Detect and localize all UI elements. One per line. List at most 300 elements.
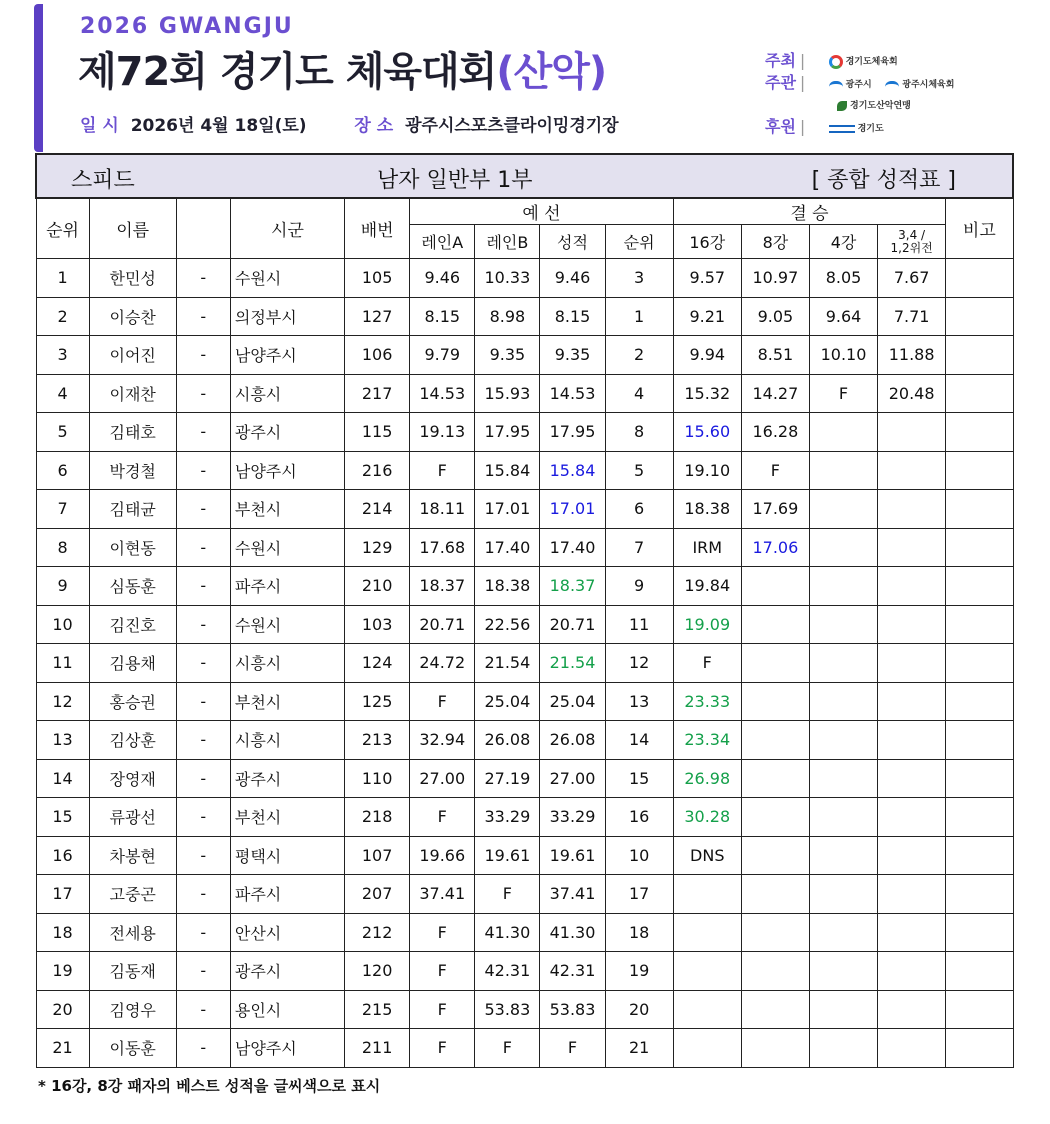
col-city: 시군 [230,198,344,259]
cell-best: 26.08 [540,721,605,760]
organizer-logo-alpine: 경기도산악연맹 [837,98,911,111]
cell-rank: 21 [36,1029,89,1068]
cell-lane-a: 20.71 [410,605,475,644]
cell-city: 남양주시 [230,336,344,375]
col-blank [176,198,230,259]
cell-city: 광주시 [230,952,344,991]
cell-note [946,682,1013,721]
cell-note [946,952,1013,991]
venue-label: 장 소 [354,116,394,136]
cell-round-16: 18.38 [673,490,741,529]
cell-bib: 218 [345,798,410,837]
cell-lane-a: F [410,1029,475,1068]
cell-best: 9.35 [540,336,605,375]
cell-name: 이재찬 [89,374,176,413]
cell-finals: 11.88 [878,336,946,375]
col-round-8: 8강 [741,225,809,259]
table-row [36,374,1013,413]
cell-note [946,413,1013,452]
cell-prelim-rank: 21 [605,1029,673,1068]
cell-round-16: 15.32 [673,374,741,413]
col-finals: 3,4 / 1,2위전 [878,225,946,259]
cell-round-16: 26.98 [673,759,741,798]
cell-name: 이현동 [89,528,176,567]
organizer-row-2 [837,94,919,113]
cell-lane-b: F [475,875,540,914]
cell-name: 김상훈 [89,721,176,760]
cell-round-4 [809,567,877,606]
event-title-sub: (산악) [496,49,607,95]
cell-bib: 215 [345,990,410,1029]
cell-best: 41.30 [540,913,605,952]
cell-city: 의정부시 [230,297,344,336]
cell-dash: - [176,913,230,952]
cell-round-16 [673,990,741,1029]
cell-round-16: IRM [673,528,741,567]
cell-round-16 [673,875,741,914]
cell-lane-b: 17.40 [475,528,540,567]
cell-round-4 [809,759,877,798]
cell-round-16 [673,913,741,952]
cell-rank: 18 [36,913,89,952]
cell-round-4 [809,1029,877,1068]
cell-name: 이승찬 [89,297,176,336]
cell-bib: 211 [345,1029,410,1068]
cell-lane-b: 25.04 [475,682,540,721]
cell-prelim-rank: 14 [605,721,673,760]
cell-round-4 [809,413,877,452]
cell-finals [878,490,946,529]
cell-finals [878,528,946,567]
cell-round-16: 15.60 [673,413,741,452]
event-title-main: 제72회 경기도 체육대회 [78,49,497,95]
cell-bib: 115 [345,413,410,452]
cell-round-4 [809,913,877,952]
cell-lane-a: F [410,682,475,721]
cell-dash: - [176,1029,230,1068]
cell-best: 42.31 [540,952,605,991]
cell-note [946,798,1013,837]
cell-bib: 106 [345,336,410,375]
cell-best: 21.54 [540,644,605,683]
cell-best: 25.04 [540,682,605,721]
cell-note [946,836,1013,875]
cell-round-16: 19.10 [673,451,741,490]
cell-finals [878,952,946,991]
cell-lane-a: 19.13 [410,413,475,452]
cell-prelim-rank: 2 [605,336,673,375]
cell-rank: 15 [36,798,89,837]
cell-round-16 [673,952,741,991]
cell-note [946,875,1013,914]
cell-round-16: 9.57 [673,259,741,298]
cell-prelim-rank: 16 [605,798,673,837]
cell-finals [878,451,946,490]
cell-note [946,913,1013,952]
cell-prelim-rank: 4 [605,374,673,413]
table-row [36,721,1013,760]
cell-name: 이어진 [89,336,176,375]
wave-logo-icon [829,81,843,88]
cell-best: 19.61 [540,836,605,875]
cell-best: 8.15 [540,297,605,336]
cell-city: 시흥시 [230,721,344,760]
cell-round-4 [809,644,877,683]
cell-round-4: 9.64 [809,297,877,336]
cell-lane-b: 26.08 [475,721,540,760]
cell-city: 용인시 [230,990,344,1029]
cell-prelim-rank: 3 [605,259,673,298]
sponsor-row: 후원 | 경기도 [765,117,884,136]
cell-prelim-rank: 17 [605,875,673,914]
cell-rank: 7 [36,490,89,529]
cell-name: 한민성 [89,259,176,298]
cell-best: 17.40 [540,528,605,567]
cell-round-8: F [741,451,809,490]
cell-finals: 7.67 [878,259,946,298]
cell-bib: 207 [345,875,410,914]
cell-round-4 [809,875,877,914]
col-lane-a: 레인A [410,225,475,259]
cell-dash: - [176,682,230,721]
cell-rank: 10 [36,605,89,644]
cell-bib: 210 [345,567,410,606]
cell-round-4 [809,490,877,529]
cell-round-4 [809,798,877,837]
cell-bib: 107 [345,836,410,875]
cell-round-8 [741,798,809,837]
table-row [36,336,1013,375]
cell-round-4 [809,990,877,1029]
cell-name: 김용채 [89,644,176,683]
cell-note [946,990,1013,1029]
cell-lane-b: 41.30 [475,913,540,952]
cell-dash: - [176,413,230,452]
wave-logo-icon [885,81,899,88]
cell-finals [878,567,946,606]
col-rank: 순위 [36,198,89,259]
cell-dash: - [176,297,230,336]
cell-lane-a: F [410,913,475,952]
cell-dash: - [176,990,230,1029]
cell-name: 김진호 [89,605,176,644]
cell-bib: 120 [345,952,410,991]
organizer-label: 주관 [765,73,796,92]
cell-dash: - [176,259,230,298]
cell-prelim-rank: 18 [605,913,673,952]
cell-note [946,297,1013,336]
cell-best: 33.29 [540,798,605,837]
cell-bib: 217 [345,374,410,413]
cell-lane-a: F [410,451,475,490]
cell-city: 남양주시 [230,451,344,490]
cell-name: 장영재 [89,759,176,798]
cell-lane-a: 9.46 [410,259,475,298]
cell-lane-b: F [475,1029,540,1068]
cell-dash: - [176,875,230,914]
cell-bib: 129 [345,528,410,567]
cell-round-16 [673,1029,741,1068]
table-row [36,875,1013,914]
cell-rank: 19 [36,952,89,991]
cell-rank: 17 [36,875,89,914]
cell-best: 53.83 [540,990,605,1029]
organizer-logo-city: 광주시 [829,77,872,90]
event-info [80,111,619,136]
cell-lane-a: F [410,798,475,837]
cell-best: 37.41 [540,875,605,914]
cell-lane-b: 17.95 [475,413,540,452]
host-logo: 경기도체육회 [829,54,898,69]
cell-rank: 12 [36,682,89,721]
cell-best: F [540,1029,605,1068]
cell-finals [878,990,946,1029]
table-row [36,413,1013,452]
table-row [36,490,1013,529]
sponsor-label: 후원 [765,117,796,136]
cell-best: 18.37 [540,567,605,606]
cell-lane-a: F [410,990,475,1029]
cell-round-8 [741,990,809,1029]
cell-name: 김태균 [89,490,176,529]
cell-round-8 [741,1029,809,1068]
table-row [36,913,1013,952]
table-row [36,682,1013,721]
cell-dash: - [176,451,230,490]
cell-round-4: 8.05 [809,259,877,298]
cell-dash: - [176,721,230,760]
cell-lane-b: 17.01 [475,490,540,529]
cell-lane-b: 22.56 [475,605,540,644]
cell-rank: 6 [36,451,89,490]
cell-round-16: DNS [673,836,741,875]
table-row [36,1029,1013,1068]
cell-bib: 125 [345,682,410,721]
cell-lane-a: 32.94 [410,721,475,760]
cell-city: 안산시 [230,913,344,952]
cell-dash: - [176,528,230,567]
cell-round-16: 19.09 [673,605,741,644]
cell-prelim-rank: 11 [605,605,673,644]
cell-lane-b: 42.31 [475,952,540,991]
cell-round-8 [741,875,809,914]
cell-round-8 [741,644,809,683]
cell-prelim-rank: 8 [605,413,673,452]
cell-bib: 124 [345,644,410,683]
cell-name: 전세용 [89,913,176,952]
cell-finals [878,1029,946,1068]
table-row [36,644,1013,683]
cell-lane-a: 8.15 [410,297,475,336]
cell-round-8: 9.05 [741,297,809,336]
cell-round-8: 17.69 [741,490,809,529]
cell-round-8 [741,952,809,991]
cell-prelim-rank: 19 [605,952,673,991]
cell-note [946,1029,1013,1068]
cell-prelim-rank: 6 [605,490,673,529]
cell-note [946,451,1013,490]
cell-round-16: 9.94 [673,336,741,375]
result-rows [36,259,1013,1068]
cell-rank: 5 [36,413,89,452]
cell-city: 부천시 [230,798,344,837]
cell-lane-a: 18.11 [410,490,475,529]
cell-dash: - [176,490,230,529]
cell-round-8 [741,682,809,721]
cell-city: 수원시 [230,259,344,298]
cell-round-8 [741,605,809,644]
cell-prelim-rank: 9 [605,567,673,606]
date-label: 일 시 [80,116,119,136]
cell-finals [878,605,946,644]
cell-rank: 14 [36,759,89,798]
cell-finals [878,682,946,721]
cell-bib: 105 [345,259,410,298]
cell-lane-b: 19.61 [475,836,540,875]
cell-finals [878,836,946,875]
cell-finals [878,644,946,683]
cell-name: 홍승권 [89,682,176,721]
cell-round-4 [809,682,877,721]
cell-rank: 11 [36,644,89,683]
results-table [35,153,1014,1068]
cell-name: 심동훈 [89,567,176,606]
footnote: * 16강, 8강 패자의 베스트 성적을 글씨색으로 표시 [38,1077,381,1095]
cell-lane-b: 15.84 [475,451,540,490]
cell-finals [878,721,946,760]
cell-lane-a: 24.72 [410,644,475,683]
organizer-logo-sports: 광주시체육회 [885,77,954,90]
cell-city: 광주시 [230,759,344,798]
cell-prelim-rank: 15 [605,759,673,798]
cell-city: 파주시 [230,875,344,914]
col-group-prelim: 예 선 [410,198,674,225]
col-round-4: 4강 [809,225,877,259]
cell-rank: 4 [36,374,89,413]
cell-bib: 103 [345,605,410,644]
cell-best: 9.46 [540,259,605,298]
cell-lane-a: 37.41 [410,875,475,914]
cell-city: 시흥시 [230,374,344,413]
cell-finals [878,798,946,837]
sheet-title: [ 종합 성적표 ] [811,168,956,193]
event-type: 스피드 [71,168,135,193]
cell-round-8 [741,836,809,875]
cell-prelim-rank: 1 [605,297,673,336]
cell-bib: 214 [345,490,410,529]
cell-round-4 [809,836,877,875]
cell-round-8: 14.27 [741,374,809,413]
leaf-logo-icon [837,101,847,111]
cell-round-8 [741,913,809,952]
cell-best: 15.84 [540,451,605,490]
cell-prelim-rank: 20 [605,990,673,1029]
cell-note [946,336,1013,375]
cell-best: 20.71 [540,605,605,644]
cell-lane-a: 14.53 [410,374,475,413]
col-round-16: 16강 [673,225,741,259]
cell-bib: 212 [345,913,410,952]
cell-bib: 213 [345,721,410,760]
col-lane-b: 레인B [475,225,540,259]
cell-name: 김영우 [89,990,176,1029]
cell-best: 17.95 [540,413,605,452]
cell-round-8: 10.97 [741,259,809,298]
col-name: 이름 [89,198,176,259]
cell-name: 고중곤 [89,875,176,914]
cell-name: 이동훈 [89,1029,176,1068]
table-row [36,451,1013,490]
cell-round-4: 10.10 [809,336,877,375]
cell-city: 부천시 [230,490,344,529]
cell-round-4 [809,952,877,991]
cell-rank: 9 [36,567,89,606]
table-row [36,567,1013,606]
cell-lane-a: 27.00 [410,759,475,798]
cell-dash: - [176,605,230,644]
cell-city: 남양주시 [230,1029,344,1068]
cell-lane-b: 33.29 [475,798,540,837]
cell-note [946,605,1013,644]
cell-finals [878,875,946,914]
table-row [36,990,1013,1029]
cell-round-4 [809,528,877,567]
cell-lane-b: 21.54 [475,644,540,683]
table-row [36,759,1013,798]
cell-dash: - [176,759,230,798]
cell-name: 김태호 [89,413,176,452]
cell-rank: 16 [36,836,89,875]
cell-finals [878,413,946,452]
cell-dash: - [176,798,230,837]
host-label: 주최 [765,51,796,70]
cell-note [946,528,1013,567]
division-name: 남자 일반부 1부 [377,168,533,193]
cell-note [946,374,1013,413]
cell-city: 평택시 [230,836,344,875]
cell-note [946,259,1013,298]
cell-city: 수원시 [230,605,344,644]
event-title [78,40,606,97]
cell-city: 시흥시 [230,644,344,683]
cell-city: 부천시 [230,682,344,721]
cell-prelim-rank: 13 [605,682,673,721]
cell-dash: - [176,336,230,375]
cell-finals: 20.48 [878,374,946,413]
cell-best: 27.00 [540,759,605,798]
cell-note [946,759,1013,798]
cell-dash: - [176,952,230,991]
cell-round-16: F [673,644,741,683]
cell-dash: - [176,836,230,875]
table-row [36,297,1013,336]
cell-round-16: 19.84 [673,567,741,606]
cell-lane-a: 18.37 [410,567,475,606]
cell-dash: - [176,567,230,606]
cell-prelim-rank: 5 [605,451,673,490]
cell-lane-b: 18.38 [475,567,540,606]
header-row-1 [36,198,1013,225]
cell-note [946,721,1013,760]
table-row [36,528,1013,567]
cell-lane-b: 15.93 [475,374,540,413]
col-prelim-rank: 순위 [605,225,673,259]
cell-round-16: 23.34 [673,721,741,760]
table-row [36,952,1013,991]
table-row [36,798,1013,837]
cell-lane-a: F [410,952,475,991]
cell-lane-b: 9.35 [475,336,540,375]
